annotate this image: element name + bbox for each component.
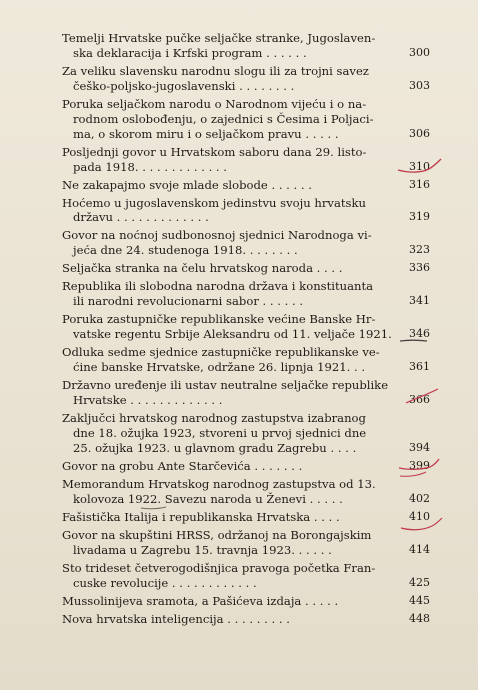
toc-entry-title-continuation: jeća dne 24. studenoga 1918. . . . . . . . <box>73 243 298 258</box>
toc-entry <box>62 378 430 408</box>
toc-page-number: 402 <box>409 491 430 505</box>
toc-entry-title: Odluka sedme sjednice zastupničke republikanske ve- <box>62 345 380 360</box>
toc-entry-title-continuation: dne 18. ožujka 1923, stvoreni u prvoj sjednici dne <box>73 425 367 440</box>
toc-page-number: 300 <box>409 45 430 59</box>
toc-entry-title-continuation: ma, o skorom miru i o seljačkom pravu . . . . . <box>73 126 339 141</box>
toc-entry <box>62 228 430 258</box>
toc-entry-title: Temelji Hrvatske pučke seljačke stranke, Jugoslaven- <box>62 31 376 45</box>
toc-entry-title-continuation: ska deklaracija i Krfski program . . . . . . <box>73 45 307 60</box>
toc-entry-title: Fašistička Italija i republikanska Hrvatska . . . . <box>62 509 340 524</box>
toc-page-number: 310 <box>409 159 430 173</box>
toc-entry-title: Mussolinijeva sramota, a Pašićeva izdaja . . . . . <box>62 593 339 608</box>
toc-entry-title-continuation: ćine banske Hrvatske, održane 26. lipnja 1921. . . <box>73 360 366 375</box>
toc-entry <box>62 528 430 558</box>
toc-entry-title: Seljačka stranka na čelu hrvatskog naroda . . . . <box>62 261 343 276</box>
toc-entry <box>62 345 430 375</box>
toc-page-number: 323 <box>409 243 430 257</box>
toc-entry <box>62 459 430 474</box>
toc-entry-title-continuation: državu . . . . . . . . . . . . . <box>73 210 209 225</box>
toc-entry-title: Govor na skupštini HRSS, održanoj na Borongajskim <box>62 527 372 542</box>
toc-entry-title: Poruka seljačkom narodu o Narodnom vijeću i o na- <box>62 96 367 111</box>
toc-entry-title-continuation: livadama u Zagrebu 15. travnja 1923. . . . . . <box>73 542 332 557</box>
toc-entry <box>62 312 430 342</box>
toc-page-number: 399 <box>409 458 430 472</box>
toc-page-number: 366 <box>409 392 430 406</box>
toc-entry <box>62 612 430 627</box>
toc-entry <box>62 178 430 193</box>
toc-entry <box>62 261 430 276</box>
toc-page-number: 306 <box>409 126 430 140</box>
toc-entry-title-continuation: vatske regentu Srbije Aleksandru od 11. veljače 1921. <box>73 327 392 342</box>
toc-entry-title: Državno uređenje ili ustav neutralne seljačke republike <box>62 378 389 393</box>
toc-entry <box>62 196 430 226</box>
toc-page-number: 341 <box>409 294 430 308</box>
toc-page-number: 316 <box>409 177 430 191</box>
toc-page-number: 448 <box>409 611 430 625</box>
toc-entry-title-continuation: kolovoza 1922. Savezu naroda u Ženevi . . . . . <box>73 491 343 506</box>
toc-entry <box>62 64 430 94</box>
toc-entry-title-continuation: pada 1918. . . . . . . . . . . . . <box>73 159 227 174</box>
toc-entry-title-continuation: 25. ožujka 1923. u glavnom gradu Zagrebu . . . . <box>73 440 357 455</box>
toc-entry-title: Govor na grobu Ante Starčevića . . . . . . . <box>62 458 303 473</box>
toc-entry-title: Hoćemo u jugoslavenskom jedinstvu svoju hrvatsku <box>62 195 366 210</box>
toc-entry-title: Republika ili slobodna narodna država i konstituanta <box>62 279 374 294</box>
toc-page-number: 361 <box>409 360 430 374</box>
toc-entry-title-continuation: rodnom oslobođenju, o zajednici s Česima i Poljaci- <box>73 111 374 126</box>
toc-page-number: 445 <box>409 593 430 607</box>
toc-entry-title: Poruka zastupničke republikanske većine Banske Hr- <box>62 312 376 327</box>
toc-entry-title-continuation: cuske revolucije . . . . . . . . . . . . <box>73 575 257 590</box>
toc-page-number: 346 <box>409 327 430 341</box>
toc-entry <box>62 411 430 456</box>
toc-entry-title-continuation: Hrvatske . . . . . . . . . . . . . <box>73 392 223 407</box>
toc-entry-title: Za veliku slavensku narodnu slogu ili za trojni savez <box>62 63 369 78</box>
toc-entry-title-continuation: ili narodni revolucionarni sabor . . . . . . <box>73 294 304 309</box>
toc-entry <box>62 31 430 61</box>
toc-entry-title: Zaključci hrvatskog narodnog zastupstva izabranog <box>62 410 366 425</box>
toc-entry <box>62 97 430 142</box>
toc-page-number: 410 <box>409 509 430 523</box>
toc-entry-title: Posljednji govor u Hrvatskom saboru dana 29. listo- <box>62 144 367 159</box>
toc-page-number: 394 <box>409 440 430 454</box>
toc-entry-title: Sto trideset četverogodišnjica pravoga početka Fran- <box>62 560 376 575</box>
toc-entry <box>62 561 430 591</box>
toc-page-number: 336 <box>409 261 430 275</box>
toc-page-number: 303 <box>409 78 430 92</box>
toc-entry <box>62 145 430 175</box>
toc-page-number: 414 <box>409 542 430 556</box>
toc-page-number: 425 <box>409 575 430 589</box>
toc-entry-title: Memorandum Hrvatskog narodnog zastupstva od 13. <box>62 476 376 491</box>
table-of-contents <box>62 31 430 630</box>
toc-entry <box>62 510 430 525</box>
toc-entry-title-continuation: češko-poljsko-jugoslavenski . . . . . . . . <box>73 78 295 93</box>
toc-entry <box>62 594 430 609</box>
toc-entry-title: Govor na noćnoj sudbonosnoj sjednici Narodnoga vi- <box>62 228 372 243</box>
toc-entry <box>62 279 430 309</box>
toc-page-number: 319 <box>409 210 430 224</box>
toc-entry <box>62 477 430 507</box>
toc-entry-title: Nova hrvatska inteligencija . . . . . . . . . <box>62 611 290 626</box>
toc-entry-title: Ne zakapajmo svoje mlade slobode . . . . . . <box>62 177 312 192</box>
